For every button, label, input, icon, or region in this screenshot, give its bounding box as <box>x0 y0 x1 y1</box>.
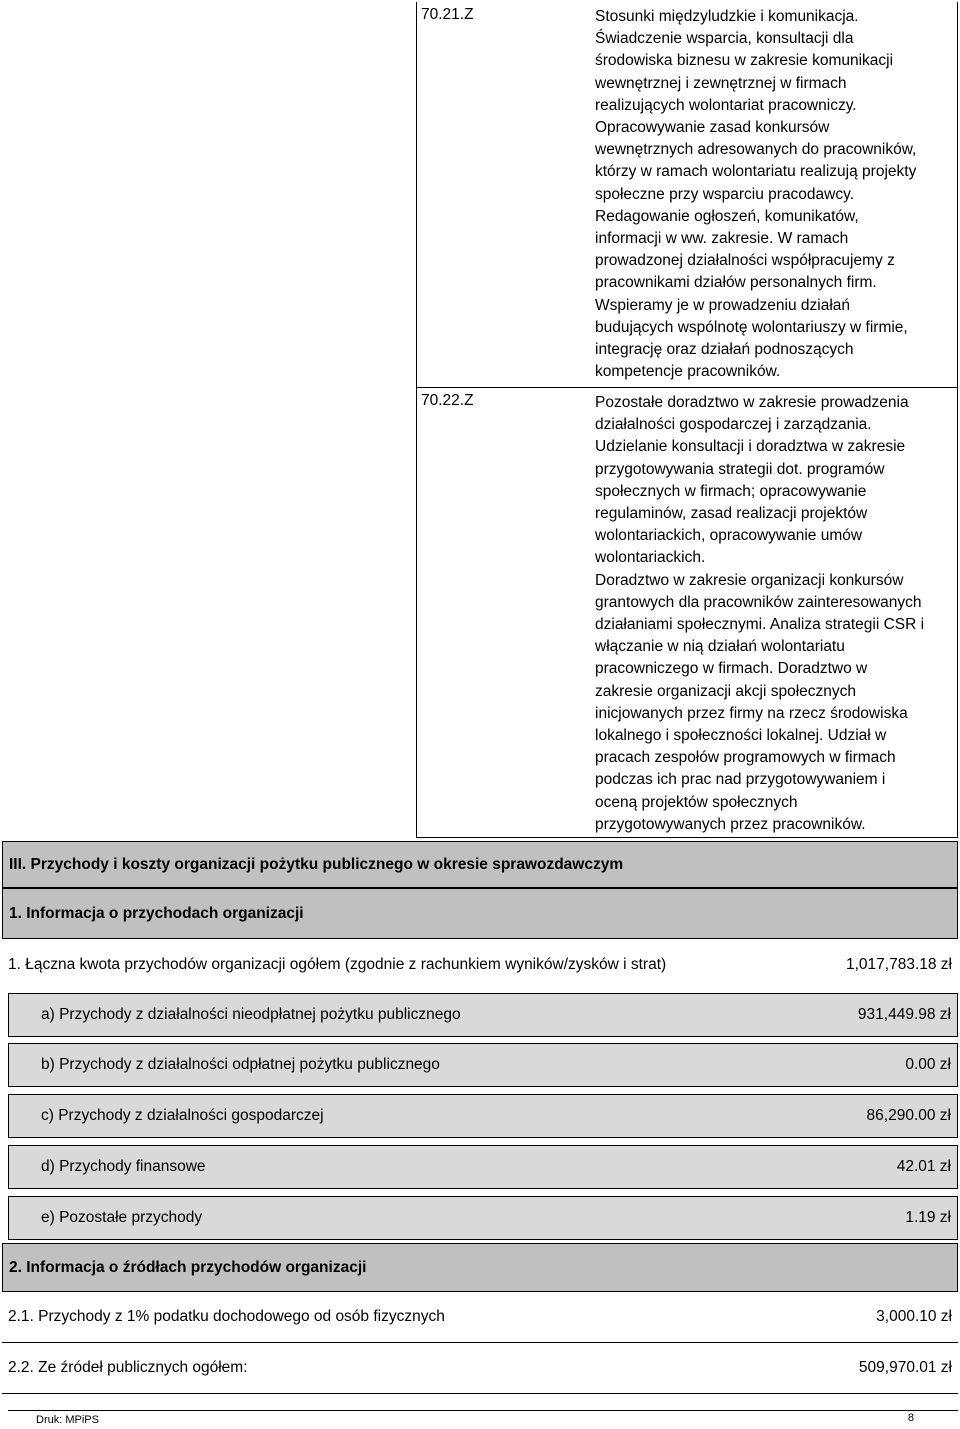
pkd-row <box>417 2 957 388</box>
total-income-value: 1,017,783.18 zł <box>845 955 952 973</box>
income-row-b: b) Przychody z działalności odpłatnej pożytku publicznego 0.00 zł <box>8 1043 958 1087</box>
pkd-code: 70.21.Z <box>421 6 474 23</box>
income-row-a: a) Przychody z działalności nieodpłatnej pożytku publicznego 931,449.98 zł <box>8 993 958 1037</box>
section-3-header: III. Przychody i koszty organizacji pożytku publicznego w okresie sprawozdawczym <box>2 841 958 888</box>
pkd-table <box>416 2 958 838</box>
total-income-label: 1. Łączna kwota przychodów organizacji ogółem (zgodnie z rachunkiem wyników/zysków i strat) <box>8 955 667 973</box>
pkd-row <box>417 388 957 837</box>
source-row: 2.1. Przychody z 1% podatku dochodowego od osób fizycznych 3,000.10 zł <box>8 1308 952 1325</box>
pkd-description: Stosunki międzyludzkie i komunikacja. Świadczenie wsparcia, konsultacji dla środowiska biznesu w zakresie komunikacji wewnętrznej i zewnętrznej w firmach realizujących wolontariat pracowniczy. Opracowywanie zasad konkursów wewnętrznych adresowanych do pracowników, którzy w ramach wolontariatu realizują projekty społeczne przy wsparciu pracodawcy. Redagowanie ogłoszeń, komunikatów, informacji w ww. zakresie. W ramach prowadzonej działalności współpracujemy z pracownikami działów personalnych firm. Wspieramy je w prowadzeniu działań budujących wspólnotę wolontariuszy w firmie, integrację oraz działań podnoszących kompetencje pracowników. <box>595 8 917 381</box>
income-row-c: c) Przychody z działalności gospodarczej 86,290.00 zł <box>8 1094 958 1138</box>
divider <box>2 1393 958 1394</box>
footer-print-label: Druk: MPiPS <box>36 1414 99 1426</box>
income-row-e: e) Pozostałe przychody 1.19 zł <box>8 1196 958 1240</box>
footer-divider <box>8 1410 958 1411</box>
source-row: 2.2. Ze źródeł publicznych ogółem: 509,970.01 zł <box>8 1359 952 1376</box>
page-number: 8 <box>907 1412 914 1424</box>
section-3-2-header: 2. Informacja o źródłach przychodów organizacji <box>2 1243 958 1292</box>
section-3-1-header: 1. Informacja o przychodach organizacji <box>2 888 958 939</box>
income-row-d: d) Przychody finansowe 42.01 zł <box>8 1145 958 1189</box>
total-income-row <box>2 939 958 990</box>
pkd-description: Pozostałe doradztwo w zakresie prowadzenia działalności gospodarczej i zarządzania. Udzielanie konsultacji i doradztwa w zakresie przygotowywania strategii dot. programów społecznych w firmach; opracowywanie regulaminów, zasad realizacji projektów wolontariackich, opracowywanie umów wolontariackich. Doradztwo w zakresie organizacji konkursów grantowych dla pracowników zainteresowanych działaniami społecznymi. Analiza strategii CSR i włączanie w nią działań wolontariatu pracowniczego w firmach. Doradztwo w zakresie organizacji akcji społecznych inicjowanych przez firmy na rzecz środowiska lokalnego i społeczności lokalnej. Udział w pracach zespołów programowych w firmach podczas ich prac nad przygotowywaniem i oceną projektów społecznych przygotowywanych przez pracowników. <box>595 394 925 833</box>
pkd-code: 70.22.Z <box>421 392 474 409</box>
